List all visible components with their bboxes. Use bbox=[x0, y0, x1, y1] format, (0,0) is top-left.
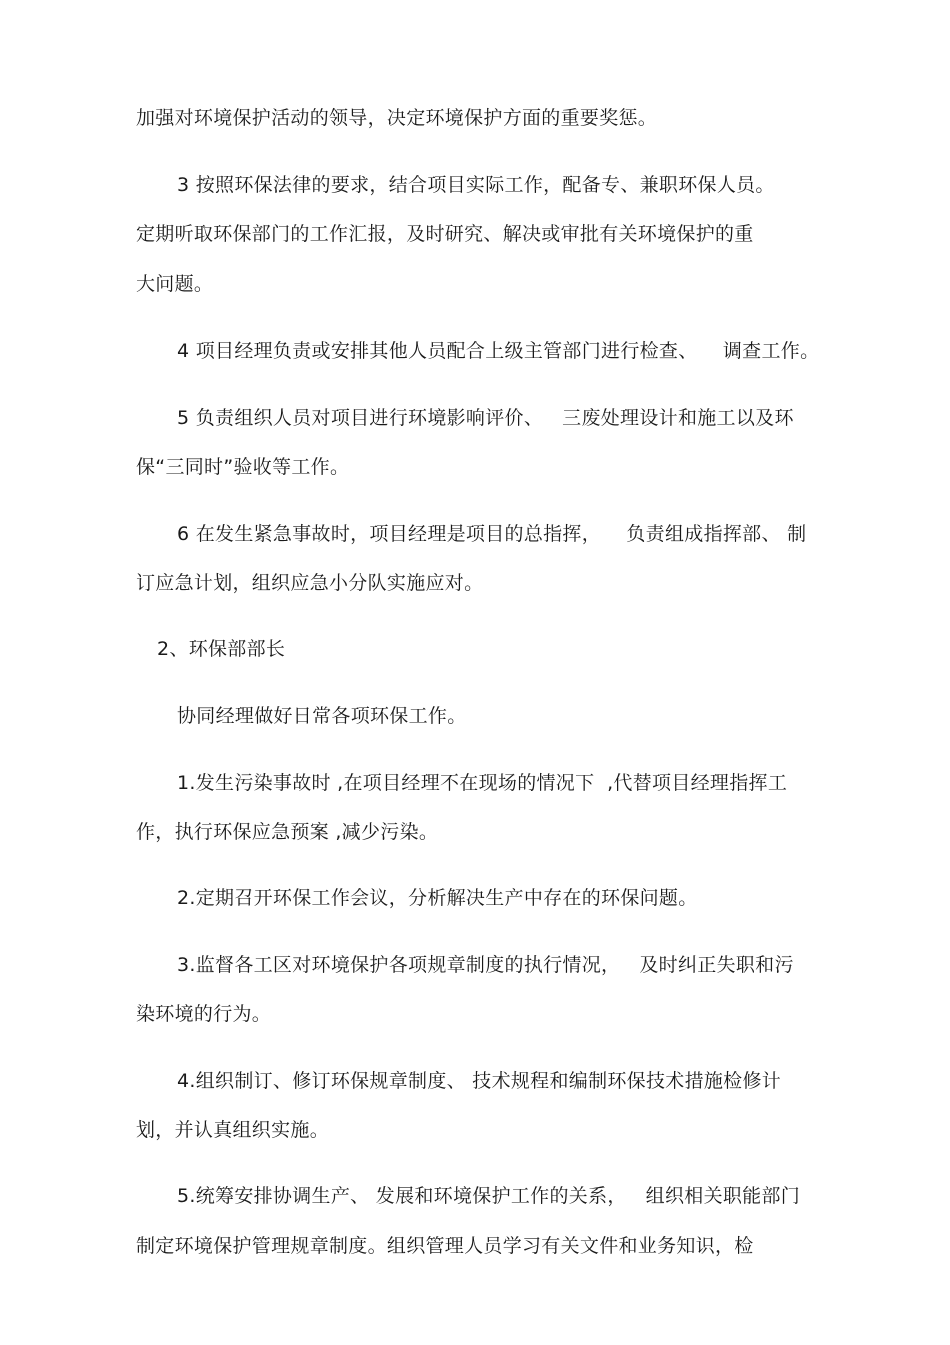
text-line-8: 6 在发生紧急事故时，项目经理是项目的总指挥， 负责组成指挥部、 制 bbox=[177, 523, 807, 545]
text-line-17: 4.组织制订、修订环保规章制度、 技术规程和编制环保技术措施检修计 bbox=[177, 1070, 782, 1092]
text-line-19: 5.统筹安排协调生产、 发展和环境保护工作的关系， 组织相关职能部门 bbox=[177, 1185, 801, 1207]
text-line-6: 5 负责组织人员对项目进行环境影响评价、 三废处理设计和施工以及环 bbox=[177, 407, 794, 429]
text-line-11: 协同经理做好日常各项环保工作。 bbox=[177, 705, 467, 727]
text-line-5: 4 项目经理负责或安排其他人员配合上级主管部门进行检查、 调查工作。 bbox=[177, 340, 820, 362]
text-line-9: 订应急计划，组织应急小分队实施应对。 bbox=[136, 572, 484, 594]
text-line-2: 3 按照环保法律的要求，结合项目实际工作，配备专、兼职环保人员。 bbox=[177, 174, 775, 196]
text-line-12: 1.发生污染事故时 ,在项目经理不在现场的情况下 ,代替项目经理指挥工 bbox=[177, 772, 788, 794]
text-line-13: 作，执行环保应急预案 ,减少污染。 bbox=[136, 821, 439, 843]
text-line-15: 3.监督各工区对环境保护各项规章制度的执行情况， 及时纠正失职和污 bbox=[177, 954, 794, 976]
text-line-4: 大问题。 bbox=[136, 273, 214, 295]
section-heading: 2、环保部部长 bbox=[157, 638, 286, 660]
text-line-18: 划，并认真组织实施。 bbox=[136, 1119, 330, 1141]
text-line-20: 制定环境保护管理规章制度。组织管理人员学习有关文件和业务知识，检 bbox=[136, 1235, 754, 1257]
text-line-3: 定期听取环保部门的工作汇报，及时研究、解决或审批有关环境保护的重 bbox=[136, 223, 754, 245]
text-line-1: 加强对环境保护活动的领导，决定环境保护方面的重要奖惩。 bbox=[136, 107, 658, 129]
text-line-16: 染环境的行为。 bbox=[136, 1003, 272, 1025]
text-line-14: 2.定期召开环保工作会议，分析解决生产中存在的环保问题。 bbox=[177, 887, 698, 909]
text-line-7: 保“三同时”验收等工作。 bbox=[136, 456, 350, 478]
